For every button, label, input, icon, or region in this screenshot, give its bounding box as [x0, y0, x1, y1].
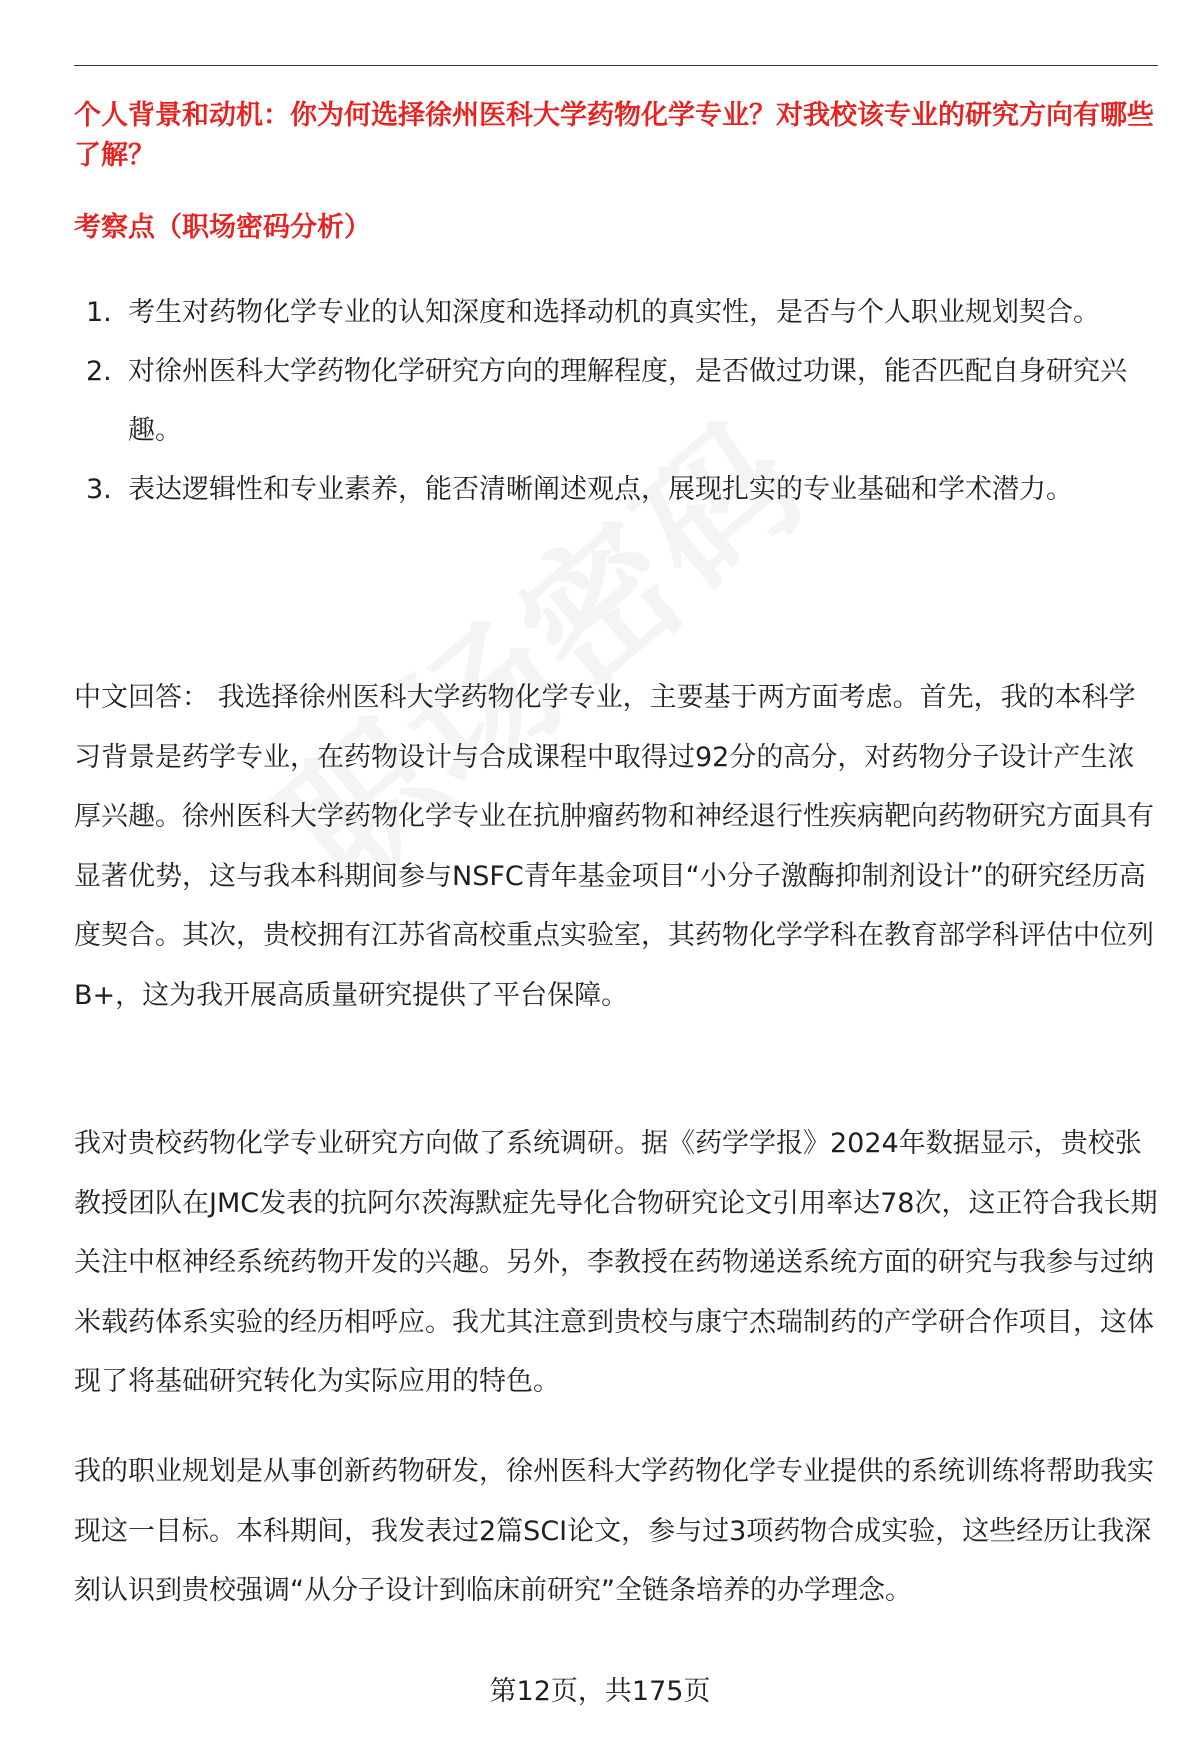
interview-question: 个人背景和动机：你为何选择徐州医科大学药物化学专业？对我校该专业的研究方向有哪些了解？: [74, 100, 1154, 171]
assessment-points-list: [74, 283, 1159, 519]
page-number: 第12页，共175页: [489, 1676, 711, 1707]
answer-paragraph-2: 我对贵校药物化学专业研究方向做了系统调研。据《药学学报》2024年数据显示，贵校张教授团队在JMC发表的抗阿尔茨海默症先导化合物研究论文引用率达78次，这正符合我长期关注中枢神经系统药物开发的兴趣。另外，李教授在药物递送系统方面的研究与我参与过纳米载药体系实验的经历相呼应。我尤其注意到贵校与康宁杰瑞制药的产学研合作项目，这体现了将基础研究转化为实际应用的特色。: [74, 1128, 1158, 1397]
list-item-text: 表达逻辑性和专业素养，能否清晰阐述观点，展现扎实的专业基础和学术潜力。: [128, 474, 1073, 505]
top-divider: [74, 65, 1158, 66]
list-item-number: 1.: [86, 297, 112, 328]
section-heading: 考察点（职场密码分析）: [74, 212, 371, 243]
answer-paragraph-1: 中文回答： 我选择徐州医科大学药物化学专业，主要基于两方面考虑。首先，我的本科学习背景是药学专业，在药物设计与合成课程中取得过92分的高分，对药物分子设计产生浓厚兴趣。徐州医科大学药物化学专业在抗肿瘤药物和神经退行性疾病靶向药物研究方面具有显著优势，这与我本科期间参与NSFC青年基金项目“小分子激酶抑制剂设计”的研究经历高度契合。其次，贵校拥有江苏省高校重点实验室，其药物化学学科在教育部学科评估中位列B+，这为我开展高质量研究提供了平台保障。: [74, 682, 1154, 1011]
list-item-text: 考生对药物化学专业的认知深度和选择动机的真实性，是否与个人职业规划契合。: [128, 297, 1100, 328]
list-item: [74, 283, 1159, 342]
list-item: [74, 460, 1159, 519]
list-item: [74, 342, 1159, 460]
list-item-number: 3.: [86, 474, 112, 505]
answer-paragraph-3: 我的职业规划是从事创新药物研发，徐州医科大学药物化学专业提供的系统训练将帮助我实现这一目标。本科期间，我发表过2篇SCI论文，参与过3项药物合成实验，这些经历让我深刻认识到贵校强调“从分子设计到临床前研究”全链条培养的办学理念。: [74, 1456, 1154, 1606]
list-item-number: 2.: [86, 356, 112, 387]
list-item-text: 对徐州医科大学药物化学研究方向的理解程度，是否做过功课，能否匹配自身研究兴趣。: [128, 356, 1127, 446]
